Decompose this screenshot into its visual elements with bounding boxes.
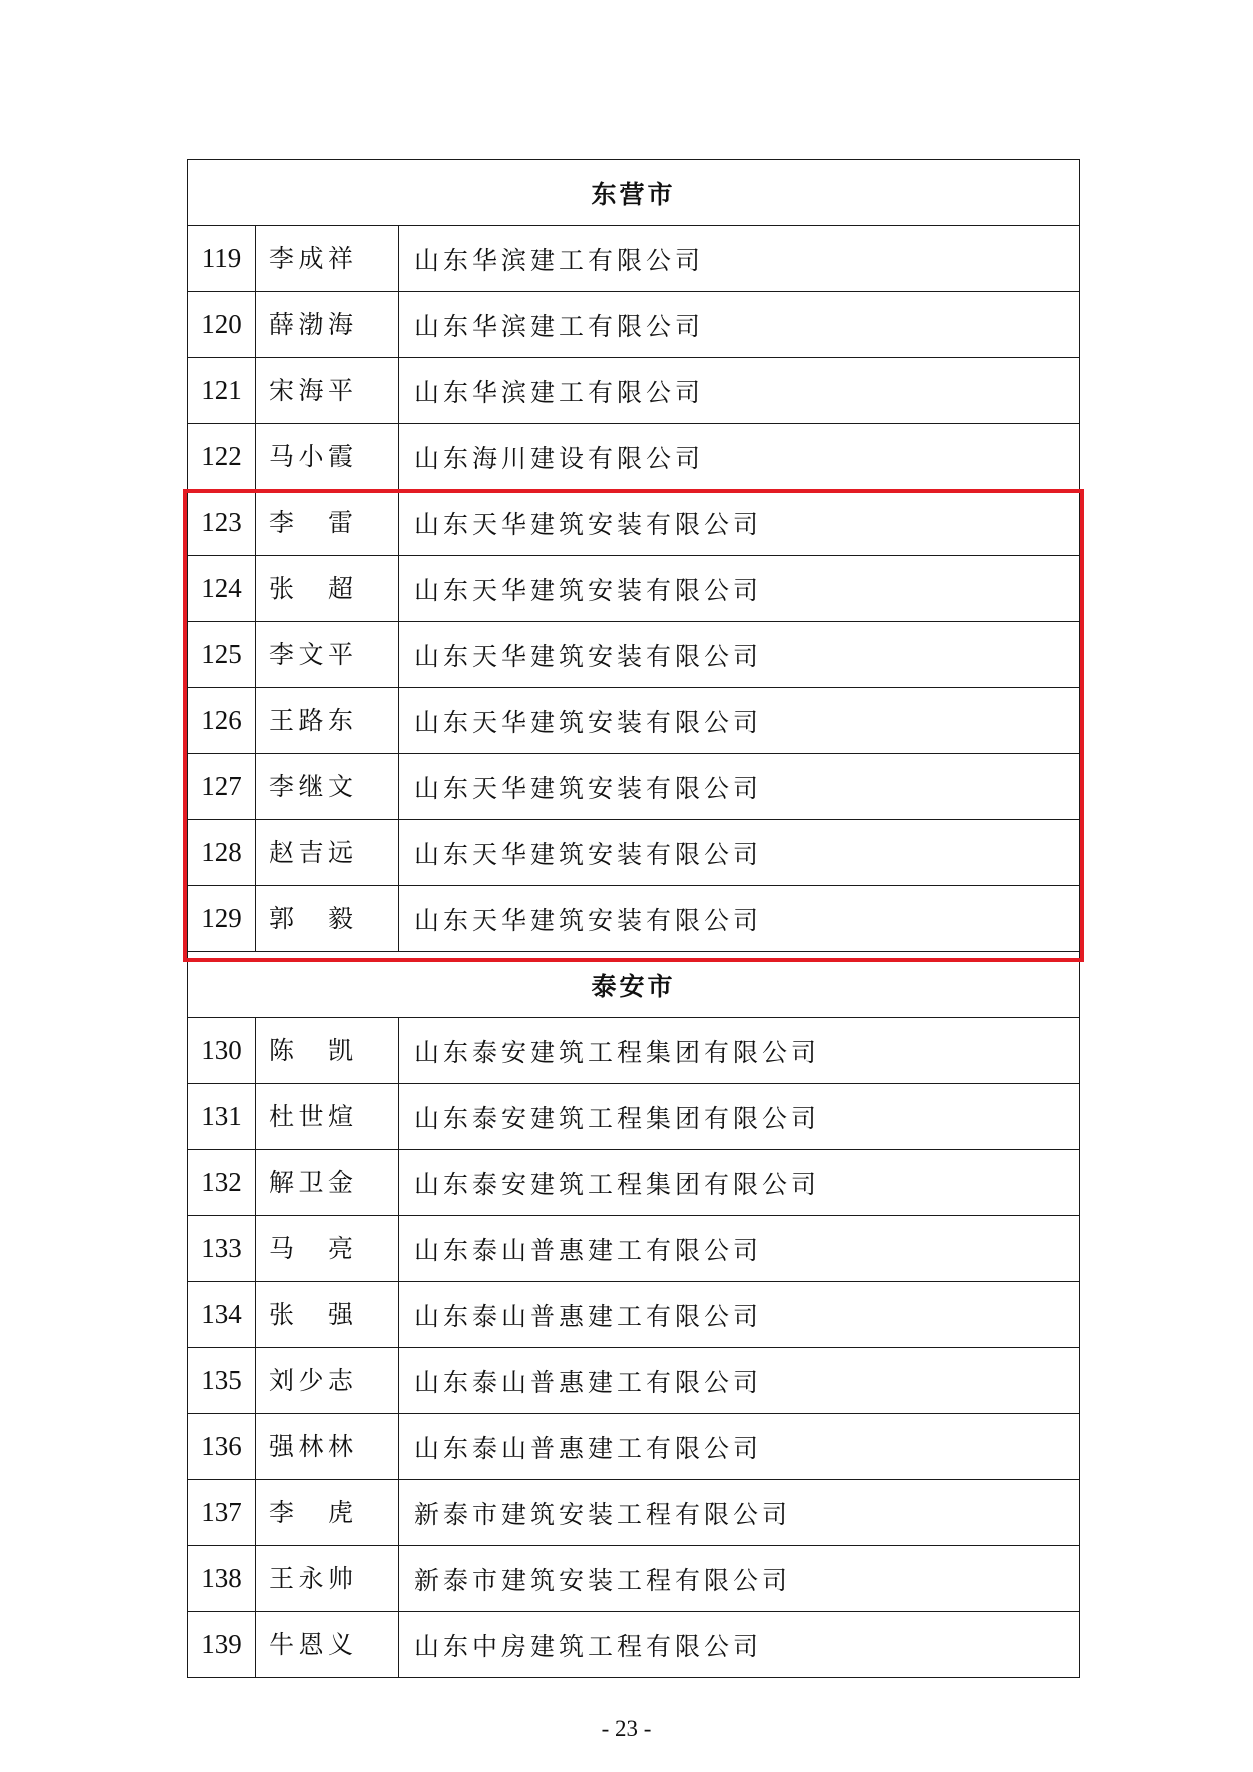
- name-cell: [256, 754, 399, 820]
- name-cell: [256, 424, 399, 490]
- person-name: 李 虎: [269, 1497, 353, 1527]
- person-name: 宋海平: [269, 375, 353, 405]
- table-row: [188, 1084, 1080, 1150]
- table-row: [188, 622, 1080, 688]
- company-name: 山东天华建筑安装有限公司: [399, 754, 1080, 820]
- table-row: [188, 226, 1080, 292]
- company-name: 山东泰山普惠建工有限公司: [399, 1216, 1080, 1282]
- name-cell: [256, 1150, 399, 1216]
- person-name: 李继文: [269, 771, 353, 801]
- person-name: 刘少志: [269, 1365, 353, 1395]
- row-number: 131: [188, 1084, 256, 1150]
- section-city-heading: 泰安市: [188, 952, 1080, 1018]
- person-name: 王永帅: [269, 1563, 353, 1593]
- row-number: 120: [188, 292, 256, 358]
- person-name: 张 强: [269, 1299, 353, 1329]
- row-number: 126: [188, 688, 256, 754]
- person-name: 牛恩义: [269, 1629, 353, 1659]
- table-row: [188, 820, 1080, 886]
- company-name: 山东泰山普惠建工有限公司: [399, 1348, 1080, 1414]
- row-number: 139: [188, 1612, 256, 1678]
- row-number: 119: [188, 226, 256, 292]
- company-name: 山东天华建筑安装有限公司: [399, 688, 1080, 754]
- person-name: 陈 凯: [269, 1035, 353, 1065]
- name-cell: [256, 1018, 399, 1084]
- table-row: [188, 1018, 1080, 1084]
- person-name: 解卫金: [269, 1167, 353, 1197]
- table-row: [188, 1348, 1080, 1414]
- row-number: 134: [188, 1282, 256, 1348]
- row-number: 138: [188, 1546, 256, 1612]
- person-name: 马 亮: [269, 1233, 353, 1263]
- table-row: [188, 292, 1080, 358]
- person-name: 李成祥: [269, 243, 353, 273]
- table-row: [188, 1414, 1080, 1480]
- table-row: [188, 886, 1080, 952]
- name-cell: [256, 490, 399, 556]
- company-name: 山东华滨建工有限公司: [399, 358, 1080, 424]
- person-name: 强林林: [269, 1431, 353, 1461]
- row-number: 124: [188, 556, 256, 622]
- table-row: [188, 556, 1080, 622]
- table-row: [188, 1480, 1080, 1546]
- company-name: 山东华滨建工有限公司: [399, 292, 1080, 358]
- company-name: 山东泰安建筑工程集团有限公司: [399, 1084, 1080, 1150]
- person-name: 马小霞: [269, 441, 353, 471]
- row-number: 125: [188, 622, 256, 688]
- company-name: 山东天华建筑安装有限公司: [399, 622, 1080, 688]
- company-name: 新泰市建筑安装工程有限公司: [399, 1480, 1080, 1546]
- name-cell: [256, 292, 399, 358]
- person-name: 李文平: [269, 639, 353, 669]
- person-name: 郭 毅: [269, 903, 353, 933]
- name-cell: [256, 226, 399, 292]
- name-cell: [256, 886, 399, 952]
- table-row: [188, 358, 1080, 424]
- table-row: [188, 1150, 1080, 1216]
- company-name: 山东天华建筑安装有限公司: [399, 556, 1080, 622]
- row-number: 137: [188, 1480, 256, 1546]
- row-number: 123: [188, 490, 256, 556]
- table-row: [188, 754, 1080, 820]
- person-name: 杜世煊: [269, 1101, 353, 1131]
- table-row: [188, 490, 1080, 556]
- name-cell: [256, 358, 399, 424]
- company-name: 山东泰安建筑工程集团有限公司: [399, 1018, 1080, 1084]
- table-row: [188, 688, 1080, 754]
- person-name: 张 超: [269, 573, 353, 603]
- row-number: 133: [188, 1216, 256, 1282]
- company-name: 山东海川建设有限公司: [399, 424, 1080, 490]
- company-name: 新泰市建筑安装工程有限公司: [399, 1546, 1080, 1612]
- name-cell: [256, 1546, 399, 1612]
- row-number: 127: [188, 754, 256, 820]
- name-cell: [256, 622, 399, 688]
- section-city-heading: 东营市: [188, 160, 1080, 226]
- row-number: 132: [188, 1150, 256, 1216]
- name-cell: [256, 688, 399, 754]
- company-name: 山东华滨建工有限公司: [399, 226, 1080, 292]
- section-header-row: [188, 952, 1080, 1018]
- company-name: 山东泰安建筑工程集团有限公司: [399, 1150, 1080, 1216]
- section-header-row: [188, 160, 1080, 226]
- name-cell: [256, 1414, 399, 1480]
- name-cell: [256, 556, 399, 622]
- roster-table-body: [188, 160, 1080, 1678]
- person-name: 王路东: [269, 705, 353, 735]
- name-cell: [256, 820, 399, 886]
- table-row: [188, 1282, 1080, 1348]
- row-number: 129: [188, 886, 256, 952]
- name-cell: [256, 1282, 399, 1348]
- company-name: 山东泰山普惠建工有限公司: [399, 1414, 1080, 1480]
- row-number: 136: [188, 1414, 256, 1480]
- person-name: 李 雷: [269, 507, 353, 537]
- company-name: 山东天华建筑安装有限公司: [399, 820, 1080, 886]
- row-number: 135: [188, 1348, 256, 1414]
- name-cell: [256, 1216, 399, 1282]
- name-cell: [256, 1480, 399, 1546]
- row-number: 121: [188, 358, 256, 424]
- company-name: 山东泰山普惠建工有限公司: [399, 1282, 1080, 1348]
- person-name: 赵吉远: [269, 837, 353, 867]
- company-name: 山东天华建筑安装有限公司: [399, 886, 1080, 952]
- name-cell: [256, 1084, 399, 1150]
- person-name: 薛渤海: [269, 309, 353, 339]
- table-row: [188, 1216, 1080, 1282]
- table-row: [188, 1612, 1080, 1678]
- company-name: 山东中房建筑工程有限公司: [399, 1612, 1080, 1678]
- company-name: 山东天华建筑安装有限公司: [399, 490, 1080, 556]
- row-number: 122: [188, 424, 256, 490]
- roster-table: [187, 159, 1080, 1678]
- row-number: 130: [188, 1018, 256, 1084]
- name-cell: [256, 1612, 399, 1678]
- name-cell: [256, 1348, 399, 1414]
- table-row: [188, 424, 1080, 490]
- table-row: [188, 1546, 1080, 1612]
- row-number: 128: [188, 820, 256, 886]
- page-number: - 23 -: [601, 1716, 652, 1741]
